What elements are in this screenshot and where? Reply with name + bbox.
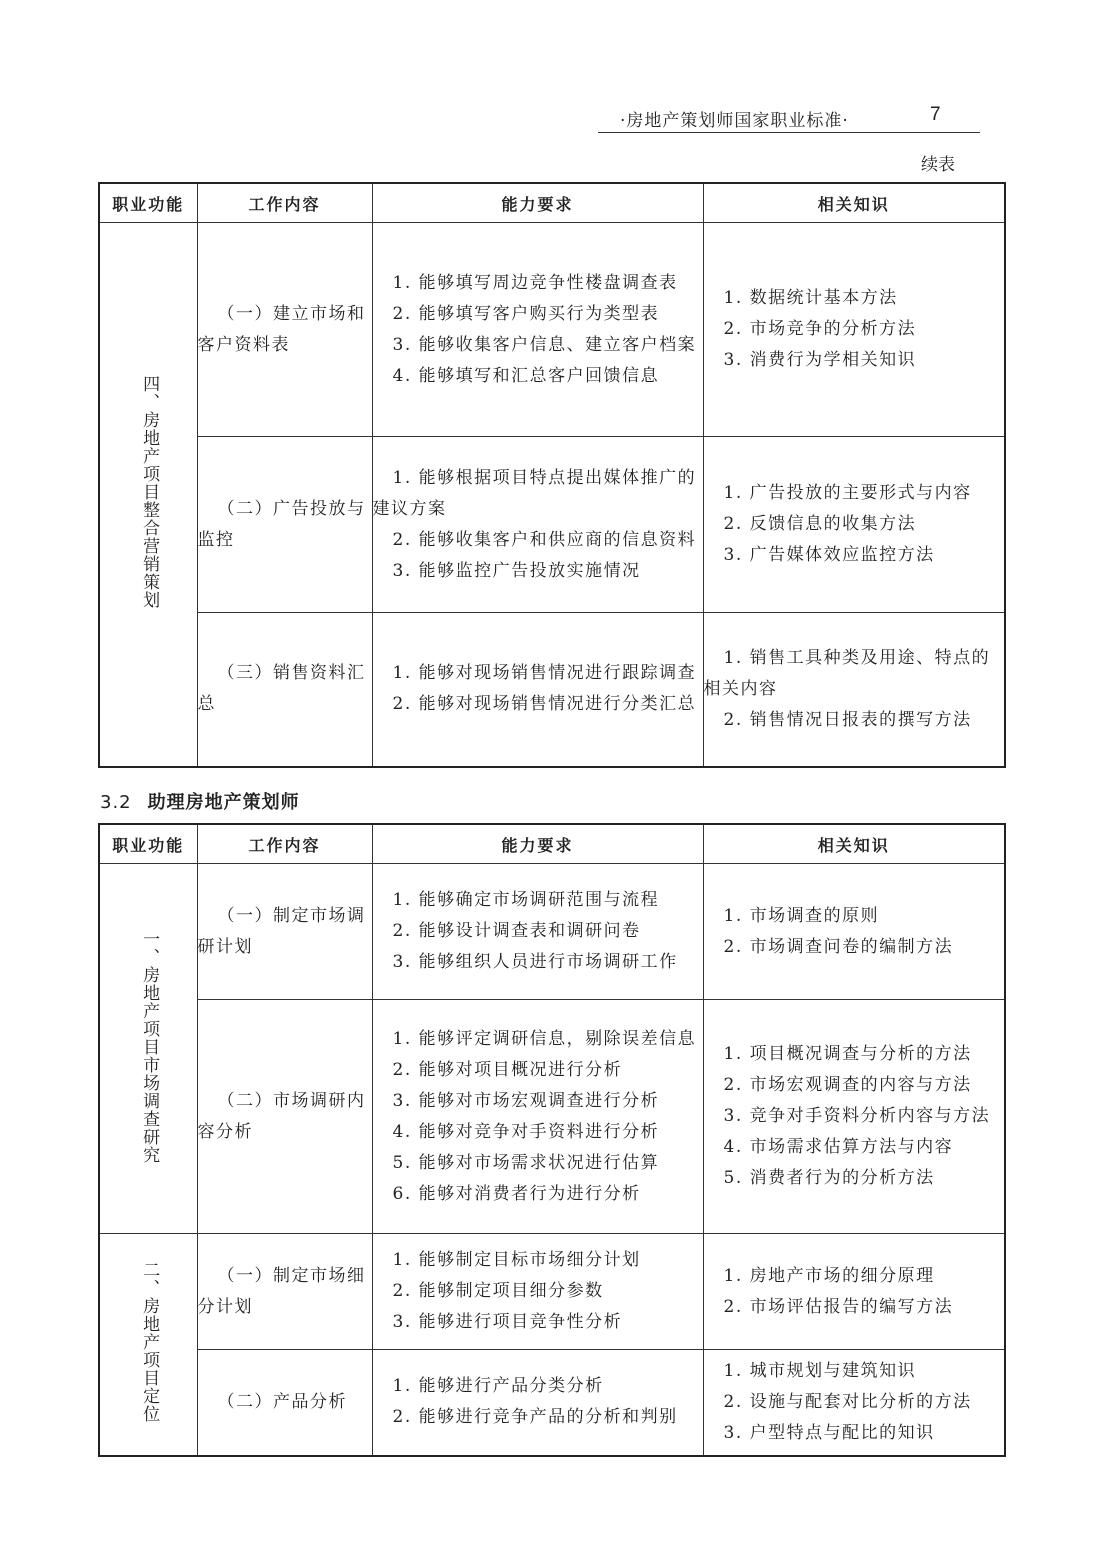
ability-item: 1. 能够对现场销售情况进行跟踪调查 <box>392 663 697 684</box>
column-header: 工作内容 <box>197 183 372 223</box>
column-header: 职业功能 <box>99 183 197 223</box>
abilities-cell <box>372 864 703 1000</box>
ability-item: 3. 能够进行项目竞争性分析 <box>392 1312 623 1332</box>
table-row <box>99 1234 1005 1350</box>
knowledge-item: 1. 城市规划与建筑知识 <box>723 1360 917 1381</box>
ability-item: 2. 能够填写客户购买行为类型表 <box>392 303 660 324</box>
abilities-cell <box>372 437 703 613</box>
work-content: （二）市场调研内容分析 <box>197 1090 366 1142</box>
knowledge-item: 2. 市场宏观调查的内容与方法 <box>723 1075 972 1095</box>
work-content: （一）制定市场细分计划 <box>197 1265 366 1317</box>
ability-item: 5. 能够对市场需求状况进行估算 <box>392 1152 660 1173</box>
knowledge-item: 1. 房地产市场的细分原理 <box>723 1265 935 1286</box>
knowledge-item: 2. 销售情况日报表的撰写方法 <box>723 709 972 730</box>
running-header <box>598 102 980 133</box>
function-label: 二、房地产项目定位 <box>139 1261 160 1424</box>
work-content: （一）制定市场调研计划 <box>197 905 366 957</box>
ability-item: 2. 能够对项目概况进行分析 <box>392 1059 623 1080</box>
section-title: 助理房地产策划师 <box>147 792 300 813</box>
knowledge-item: 2. 市场评估报告的编写方法 <box>723 1296 954 1317</box>
knowledge-cell <box>703 437 1005 613</box>
header-title: ·房地产策划师国家职业标准· <box>620 111 849 131</box>
knowledge-item: 2. 反馈信息的收集方法 <box>723 514 917 534</box>
ability-item: 3. 能够监控广告投放实施情况 <box>392 560 641 581</box>
knowledge-cell <box>703 1234 1005 1350</box>
ability-item: 1. 能够评定调研信息，剔除误差信息 <box>392 1028 697 1049</box>
ability-item: 2. 能够设计调查表和调研问卷 <box>392 921 641 941</box>
function-label: 四、房地产项目整合营销策划 <box>139 375 160 610</box>
ability-item: 1. 能够根据项目特点提出媒体推广的建议方案 <box>372 467 697 519</box>
function-cell <box>99 223 197 767</box>
knowledge-item: 2. 市场调查问卷的编制方法 <box>723 936 954 957</box>
ability-item: 4. 能够对竞争对手资料进行分析 <box>392 1121 660 1142</box>
knowledge-cell <box>703 223 1005 437</box>
knowledge-cell <box>703 1350 1005 1456</box>
ability-item: 1. 能够确定市场调研范围与流程 <box>392 890 660 910</box>
ability-item: 3. 能够对市场宏观调查进行分析 <box>392 1090 660 1111</box>
knowledge-item: 3. 竞争对手资料分析内容与方法 <box>723 1106 991 1126</box>
knowledge-cell <box>703 864 1005 1000</box>
column-header: 职业功能 <box>99 824 197 864</box>
standards-table-2 <box>98 823 1006 1457</box>
abilities-cell <box>372 1234 703 1350</box>
knowledge-item: 1. 销售工具种类及用途、特点的相关内容 <box>703 647 991 699</box>
ability-item: 3. 能够组织人员进行市场调研工作 <box>392 952 678 972</box>
work-content-cell <box>197 437 372 613</box>
page-number: 7 <box>930 104 941 125</box>
work-content: （二）产品分析 <box>217 1391 347 1412</box>
knowledge-item: 1. 广告投放的主要形式与内容 <box>723 483 972 503</box>
ability-item: 2. 能够收集客户和供应商的信息资料 <box>392 529 697 550</box>
work-content-cell <box>197 1000 372 1234</box>
table-row <box>99 1000 1005 1234</box>
work-content-cell <box>197 1350 372 1456</box>
table-row <box>99 864 1005 1000</box>
column-header: 相关知识 <box>703 183 1005 223</box>
ability-item: 1. 能够制定目标市场细分计划 <box>392 1250 641 1270</box>
knowledge-item: 1. 数据统计基本方法 <box>723 288 898 308</box>
table-row <box>99 437 1005 613</box>
ability-item: 1. 能够填写周边竞争性楼盘调查表 <box>392 272 678 293</box>
ability-item: 2. 能够进行竞争产品的分析和判别 <box>392 1407 678 1428</box>
abilities-cell <box>372 1350 703 1456</box>
section-heading <box>100 788 300 814</box>
knowledge-item: 2. 市场竞争的分析方法 <box>723 319 917 339</box>
work-content-cell <box>197 864 372 1000</box>
work-content-cell <box>197 613 372 767</box>
abilities-cell <box>372 613 703 767</box>
knowledge-item: 5. 消费者行为的分析方法 <box>723 1168 935 1188</box>
table-row <box>99 613 1005 767</box>
work-content: （一）建立市场和客户资料表 <box>197 303 366 355</box>
ability-item: 1. 能够进行产品分类分析 <box>392 1376 604 1397</box>
knowledge-item: 4. 市场需求估算方法与内容 <box>723 1137 954 1157</box>
abilities-cell <box>372 223 703 437</box>
ability-item: 2. 能够对现场销售情况进行分类汇总 <box>392 694 697 715</box>
ability-item: 2. 能够制定项目细分参数 <box>392 1281 604 1301</box>
standards-table-1 <box>98 182 1006 768</box>
function-label: 一、房地产项目市场调查研究 <box>139 929 160 1164</box>
abilities-cell <box>372 1000 703 1234</box>
column-header: 相关知识 <box>703 824 1005 864</box>
knowledge-cell <box>703 1000 1005 1234</box>
work-content-cell <box>197 1234 372 1350</box>
knowledge-item: 3. 广告媒体效应监控方法 <box>723 545 935 565</box>
knowledge-cell <box>703 613 1005 767</box>
column-header: 工作内容 <box>197 824 372 864</box>
section-number: 3.2 <box>100 792 132 813</box>
table-header-row <box>99 824 1005 864</box>
ability-item: 6. 能够对消费者行为进行分析 <box>392 1183 641 1204</box>
work-content: （三）销售资料汇总 <box>197 663 366 715</box>
function-cell <box>99 864 197 1234</box>
work-content: （二）广告投放与监控 <box>197 498 366 550</box>
column-header: 能力要求 <box>372 183 703 223</box>
ability-item: 4. 能够填写和汇总客户回馈信息 <box>392 365 660 386</box>
knowledge-item: 2. 设施与配套对比分析的方法 <box>723 1391 972 1412</box>
knowledge-item: 1. 项目概况调查与分析的方法 <box>723 1044 972 1064</box>
continued-label: 续表 <box>921 155 955 175</box>
knowledge-item: 1. 市场调查的原则 <box>723 905 880 926</box>
table-row <box>99 223 1005 437</box>
knowledge-item: 3. 消费行为学相关知识 <box>723 350 917 370</box>
ability-item: 3. 能够收集客户信息、建立客户档案 <box>392 334 697 355</box>
table-header-row <box>99 183 1005 223</box>
work-content-cell <box>197 223 372 437</box>
column-header: 能力要求 <box>372 824 703 864</box>
knowledge-item: 3. 户型特点与配比的知识 <box>723 1422 935 1443</box>
table-row <box>99 1350 1005 1456</box>
function-cell <box>99 1234 197 1456</box>
